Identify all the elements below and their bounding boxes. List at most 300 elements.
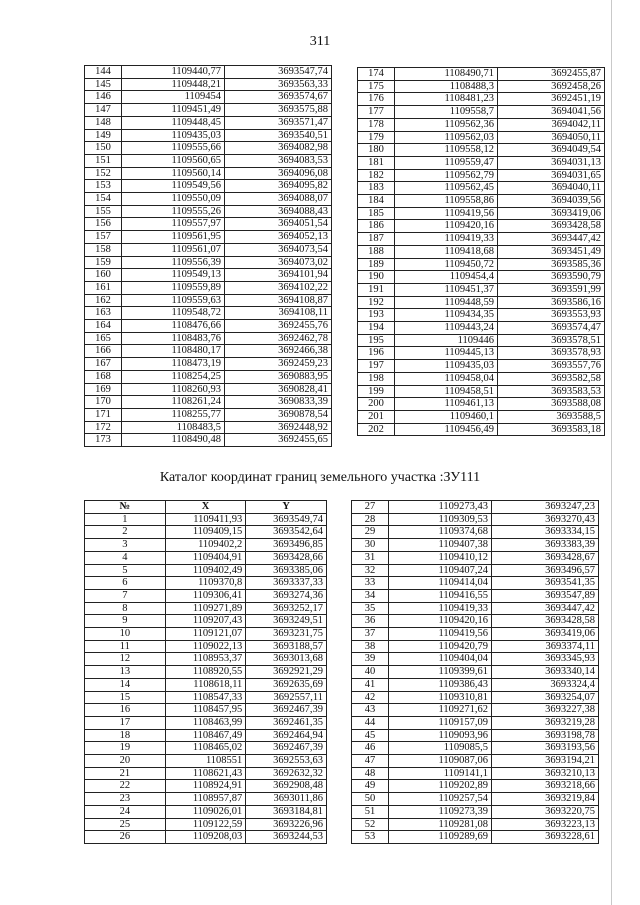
table-row bbox=[85, 805, 327, 818]
point-number-cell: 44 bbox=[352, 716, 389, 729]
table-row bbox=[358, 131, 605, 144]
point-number-cell: 17 bbox=[85, 716, 166, 729]
table-row bbox=[352, 501, 599, 514]
y-coordinate-cell: 3693219,84 bbox=[492, 793, 599, 806]
point-number-cell: 159 bbox=[85, 256, 122, 269]
y-coordinate-cell: 3693447,42 bbox=[498, 233, 605, 246]
point-number-cell: 49 bbox=[352, 780, 389, 793]
table-row bbox=[85, 193, 332, 206]
point-number-cell: 157 bbox=[85, 231, 122, 244]
x-coordinate-cell: 1109386,43 bbox=[389, 678, 492, 691]
table-row bbox=[85, 370, 332, 383]
table-row bbox=[358, 385, 605, 398]
point-number-cell: 145 bbox=[85, 78, 122, 91]
x-coordinate-cell: 1109458,51 bbox=[395, 385, 498, 398]
table-row bbox=[85, 551, 327, 564]
x-coordinate-cell: 1108618,11 bbox=[165, 678, 246, 691]
y-coordinate-cell: 3692635,69 bbox=[246, 678, 327, 691]
y-coordinate-cell: 3693557,76 bbox=[498, 360, 605, 373]
y-coordinate-cell: 3692455,87 bbox=[498, 68, 605, 81]
table-row bbox=[358, 220, 605, 233]
point-number-cell: 5 bbox=[85, 564, 166, 577]
x-coordinate-cell: 1109419,33 bbox=[389, 602, 492, 615]
x-coordinate-cell: 1109157,09 bbox=[389, 716, 492, 729]
x-coordinate-cell: 1108480,17 bbox=[122, 345, 225, 358]
x-coordinate-cell: 1109407,24 bbox=[389, 564, 492, 577]
y-coordinate-cell: 3694108,87 bbox=[225, 294, 332, 307]
y-coordinate-cell: 3693547,74 bbox=[225, 66, 332, 79]
point-number-cell: 2 bbox=[85, 526, 166, 539]
table-row bbox=[85, 434, 332, 447]
table-row bbox=[358, 144, 605, 157]
y-coordinate-cell: 3693583,53 bbox=[498, 385, 605, 398]
point-number-cell: 23 bbox=[85, 793, 166, 806]
y-coordinate-cell: 3693591,99 bbox=[498, 283, 605, 296]
table-row bbox=[85, 640, 327, 653]
point-number-cell: 47 bbox=[352, 755, 389, 768]
y-coordinate-cell: 3694051,54 bbox=[225, 218, 332, 231]
y-coordinate-cell: 3693254,07 bbox=[492, 691, 599, 704]
table-row bbox=[85, 678, 327, 691]
table-row bbox=[352, 742, 599, 755]
y-coordinate-cell: 3693218,66 bbox=[492, 780, 599, 793]
point-number-cell: 201 bbox=[358, 410, 395, 423]
table-row bbox=[352, 615, 599, 628]
x-coordinate-cell: 1109306,41 bbox=[165, 589, 246, 602]
x-coordinate-cell: 1109411,93 bbox=[165, 513, 246, 526]
table-row bbox=[85, 218, 332, 231]
point-number-cell: 22 bbox=[85, 780, 166, 793]
y-coordinate-cell: 3692462,78 bbox=[225, 332, 332, 345]
point-number-cell: 51 bbox=[352, 805, 389, 818]
point-number-cell: 11 bbox=[85, 640, 166, 653]
point-number-cell: 21 bbox=[85, 767, 166, 780]
point-number-cell: 170 bbox=[85, 396, 122, 409]
x-coordinate-cell: 1109402,2 bbox=[165, 539, 246, 552]
point-number-cell: 146 bbox=[85, 91, 122, 104]
y-coordinate-cell: 3693345,93 bbox=[492, 653, 599, 666]
x-coordinate-cell: 1109420,16 bbox=[389, 615, 492, 628]
x-coordinate-cell: 1109548,72 bbox=[122, 307, 225, 320]
y-coordinate-cell: 3693340,14 bbox=[492, 666, 599, 679]
y-coordinate-cell: 3693553,93 bbox=[498, 309, 605, 322]
point-number-cell: 164 bbox=[85, 320, 122, 333]
point-number-cell: 150 bbox=[85, 142, 122, 155]
x-coordinate-cell: 1108924,91 bbox=[165, 780, 246, 793]
table-header-row bbox=[85, 501, 327, 514]
point-number-cell: 27 bbox=[352, 501, 389, 514]
table-row bbox=[352, 564, 599, 577]
table-row bbox=[358, 322, 605, 335]
y-coordinate-cell: 3693447,42 bbox=[492, 602, 599, 615]
point-number-cell: 175 bbox=[358, 80, 395, 93]
x-coordinate-cell: 1109451,37 bbox=[395, 283, 498, 296]
point-number-cell: 169 bbox=[85, 383, 122, 396]
y-coordinate-cell: 3692467,39 bbox=[246, 704, 327, 717]
x-coordinate-cell: 1109281,08 bbox=[389, 818, 492, 831]
point-number-cell: 4 bbox=[85, 551, 166, 564]
point-number-cell: 180 bbox=[358, 144, 395, 157]
y-coordinate-cell: 3692455,65 bbox=[225, 434, 332, 447]
point-number-cell: 171 bbox=[85, 408, 122, 421]
y-coordinate-cell: 3693324,4 bbox=[492, 678, 599, 691]
x-coordinate-cell: 1109562,36 bbox=[395, 118, 498, 131]
table-row bbox=[358, 360, 605, 373]
y-coordinate-cell: 3693013,68 bbox=[246, 653, 327, 666]
catalog-title: Каталог координат границ земельного участка :ЗУ111 bbox=[159, 470, 481, 485]
table-row bbox=[358, 258, 605, 271]
x-coordinate-cell: 1109558,86 bbox=[395, 195, 498, 208]
table-row bbox=[352, 755, 599, 768]
y-coordinate-cell: 3693582,58 bbox=[498, 372, 605, 385]
x-coordinate-cell: 1108261,24 bbox=[122, 396, 225, 409]
x-coordinate-cell: 1109434,35 bbox=[395, 309, 498, 322]
x-coordinate-cell: 1108481,23 bbox=[395, 93, 498, 106]
table-row bbox=[85, 307, 332, 320]
x-coordinate-cell: 1109087,06 bbox=[389, 755, 492, 768]
x-coordinate-cell: 1109549,13 bbox=[122, 269, 225, 282]
table-row bbox=[85, 116, 332, 129]
x-coordinate-cell: 1108465,02 bbox=[165, 742, 246, 755]
point-number-cell: 155 bbox=[85, 205, 122, 218]
y-coordinate-cell: 3693193,56 bbox=[492, 742, 599, 755]
table-row bbox=[358, 118, 605, 131]
point-number-cell: 26 bbox=[85, 831, 166, 844]
x-coordinate-cell: 1109550,09 bbox=[122, 193, 225, 206]
x-coordinate-cell: 1109257,54 bbox=[389, 793, 492, 806]
y-coordinate-cell: 3693585,36 bbox=[498, 258, 605, 271]
y-coordinate-cell: 3694040,11 bbox=[498, 182, 605, 195]
x-coordinate-cell: 1109404,04 bbox=[389, 653, 492, 666]
x-coordinate-cell: 1109273,39 bbox=[389, 805, 492, 818]
x-coordinate-cell: 1109562,45 bbox=[395, 182, 498, 195]
x-coordinate-cell: 1108255,77 bbox=[122, 408, 225, 421]
y-coordinate-cell: 3693194,21 bbox=[492, 755, 599, 768]
y-coordinate-cell: 3692467,39 bbox=[246, 742, 327, 755]
point-number-cell: 176 bbox=[358, 93, 395, 106]
y-coordinate-cell: 3694108,11 bbox=[225, 307, 332, 320]
x-coordinate-cell: 1109561,95 bbox=[122, 231, 225, 244]
point-number-cell: 8 bbox=[85, 602, 166, 615]
table-row bbox=[85, 780, 327, 793]
table-row bbox=[85, 716, 327, 729]
y-coordinate-cell: 3693337,33 bbox=[246, 577, 327, 590]
x-coordinate-cell: 1109445,13 bbox=[395, 347, 498, 360]
table-row bbox=[85, 666, 327, 679]
point-number-cell: 9 bbox=[85, 615, 166, 628]
x-coordinate-cell: 1109026,01 bbox=[165, 805, 246, 818]
point-number-cell: 28 bbox=[352, 513, 389, 526]
point-number-cell: 179 bbox=[358, 131, 395, 144]
point-number-cell: 144 bbox=[85, 66, 122, 79]
x-coordinate-cell: 1109419,33 bbox=[395, 233, 498, 246]
table-row bbox=[85, 142, 332, 155]
table-row bbox=[85, 729, 327, 742]
point-number-cell: 190 bbox=[358, 271, 395, 284]
table-row bbox=[358, 245, 605, 258]
table-row bbox=[352, 577, 599, 590]
table-row bbox=[85, 513, 327, 526]
y-coordinate-cell: 3694102,22 bbox=[225, 281, 332, 294]
table-row bbox=[358, 93, 605, 106]
header-y: Y bbox=[246, 501, 327, 514]
x-coordinate-cell: 1109407,38 bbox=[389, 539, 492, 552]
point-number-cell: 200 bbox=[358, 398, 395, 411]
table-row bbox=[85, 615, 327, 628]
x-coordinate-cell: 1109419,56 bbox=[389, 628, 492, 641]
point-number-cell: 183 bbox=[358, 182, 395, 195]
point-number-cell: 154 bbox=[85, 193, 122, 206]
table-row bbox=[85, 320, 332, 333]
table-row bbox=[85, 589, 327, 602]
x-coordinate-cell: 1109454 bbox=[122, 91, 225, 104]
x-coordinate-cell: 1108473,19 bbox=[122, 358, 225, 371]
y-coordinate-cell: 3693575,88 bbox=[225, 104, 332, 117]
table-row bbox=[85, 383, 332, 396]
table-row bbox=[352, 767, 599, 780]
point-number-cell: 199 bbox=[358, 385, 395, 398]
x-coordinate-cell: 1109460,1 bbox=[395, 410, 498, 423]
x-coordinate-cell: 1109208,03 bbox=[165, 831, 246, 844]
y-coordinate-cell: 3690828,41 bbox=[225, 383, 332, 396]
y-coordinate-cell: 3694031,65 bbox=[498, 169, 605, 182]
page-number: 311 bbox=[309, 34, 331, 49]
x-coordinate-cell: 1109556,39 bbox=[122, 256, 225, 269]
y-coordinate-cell: 3694050,11 bbox=[498, 131, 605, 144]
x-coordinate-cell: 1109560,65 bbox=[122, 154, 225, 167]
table-row bbox=[85, 167, 332, 180]
y-coordinate-cell: 3693247,23 bbox=[492, 501, 599, 514]
table-row bbox=[358, 398, 605, 411]
x-coordinate-cell: 1109420,79 bbox=[389, 640, 492, 653]
point-number-cell: 177 bbox=[358, 106, 395, 119]
table-row bbox=[85, 269, 332, 282]
point-number-cell: 152 bbox=[85, 167, 122, 180]
y-coordinate-cell: 3693571,47 bbox=[225, 116, 332, 129]
point-number-cell: 50 bbox=[352, 793, 389, 806]
y-coordinate-cell: 3692455,76 bbox=[225, 320, 332, 333]
x-coordinate-cell: 1109458,04 bbox=[395, 372, 498, 385]
table-row bbox=[85, 104, 332, 117]
y-coordinate-cell: 3692921,29 bbox=[246, 666, 327, 679]
table-row bbox=[352, 678, 599, 691]
y-coordinate-cell: 3694073,02 bbox=[225, 256, 332, 269]
table-row bbox=[85, 243, 332, 256]
y-coordinate-cell: 3694096,08 bbox=[225, 167, 332, 180]
y-coordinate-cell: 3692557,11 bbox=[246, 691, 327, 704]
point-number-cell: 52 bbox=[352, 818, 389, 831]
point-number-cell: 19 bbox=[85, 742, 166, 755]
y-coordinate-cell: 3692461,35 bbox=[246, 716, 327, 729]
x-coordinate-cell: 1109374,68 bbox=[389, 526, 492, 539]
table-row bbox=[85, 358, 332, 371]
y-coordinate-cell: 3693588,5 bbox=[498, 410, 605, 423]
point-number-cell: 20 bbox=[85, 755, 166, 768]
table-row bbox=[352, 539, 599, 552]
table-row bbox=[85, 205, 332, 218]
x-coordinate-cell: 1109559,47 bbox=[395, 156, 498, 169]
table-row bbox=[358, 207, 605, 220]
point-number-cell: 33 bbox=[352, 577, 389, 590]
table-row bbox=[352, 551, 599, 564]
x-coordinate-cell: 1109420,16 bbox=[395, 220, 498, 233]
point-number-cell: 160 bbox=[85, 269, 122, 282]
x-coordinate-cell: 1108488,3 bbox=[395, 80, 498, 93]
point-number-cell: 192 bbox=[358, 296, 395, 309]
point-number-cell: 48 bbox=[352, 767, 389, 780]
y-coordinate-cell: 3694042,11 bbox=[498, 118, 605, 131]
point-number-cell: 194 bbox=[358, 322, 395, 335]
point-number-cell: 196 bbox=[358, 347, 395, 360]
table-row bbox=[352, 805, 599, 818]
y-coordinate-cell: 3693249,51 bbox=[246, 615, 327, 628]
x-coordinate-cell: 1108483,76 bbox=[122, 332, 225, 345]
x-coordinate-cell: 1109555,26 bbox=[122, 205, 225, 218]
x-coordinate-cell: 1109562,79 bbox=[395, 169, 498, 182]
x-coordinate-cell: 1109399,61 bbox=[389, 666, 492, 679]
x-coordinate-cell: 1109289,69 bbox=[389, 831, 492, 844]
table-row bbox=[85, 755, 327, 768]
x-coordinate-cell: 1109416,55 bbox=[389, 589, 492, 602]
point-number-cell: 168 bbox=[85, 370, 122, 383]
point-number-cell: 24 bbox=[85, 805, 166, 818]
point-number-cell: 7 bbox=[85, 589, 166, 602]
x-coordinate-cell: 1109370,8 bbox=[165, 577, 246, 590]
y-coordinate-cell: 3692459,23 bbox=[225, 358, 332, 371]
y-coordinate-cell: 3693428,58 bbox=[498, 220, 605, 233]
table-row bbox=[352, 729, 599, 742]
x-coordinate-cell: 1108957,87 bbox=[165, 793, 246, 806]
x-coordinate-cell: 1109461,13 bbox=[395, 398, 498, 411]
table-row bbox=[352, 653, 599, 666]
y-coordinate-cell: 3693547,89 bbox=[492, 589, 599, 602]
point-number-cell: 39 bbox=[352, 653, 389, 666]
table-row bbox=[85, 396, 332, 409]
y-coordinate-cell: 3693334,15 bbox=[492, 526, 599, 539]
y-coordinate-cell: 3693252,17 bbox=[246, 602, 327, 615]
table-row bbox=[352, 602, 599, 615]
table-row bbox=[85, 539, 327, 552]
point-number-cell: 163 bbox=[85, 307, 122, 320]
y-coordinate-cell: 3693540,51 bbox=[225, 129, 332, 142]
x-coordinate-cell: 1108490,71 bbox=[395, 68, 498, 81]
scan-edge-line bbox=[611, 0, 612, 905]
y-coordinate-cell: 3693496,57 bbox=[492, 564, 599, 577]
point-number-cell: 40 bbox=[352, 666, 389, 679]
x-coordinate-cell: 1109454,4 bbox=[395, 271, 498, 284]
x-coordinate-cell: 1109122,59 bbox=[165, 818, 246, 831]
table-row bbox=[352, 628, 599, 641]
y-coordinate-cell: 3692451,19 bbox=[498, 93, 605, 106]
y-coordinate-cell: 3693419,06 bbox=[492, 628, 599, 641]
point-number-cell: 185 bbox=[358, 207, 395, 220]
table-row bbox=[85, 408, 332, 421]
point-number-cell: 31 bbox=[352, 551, 389, 564]
point-number-cell: 197 bbox=[358, 360, 395, 373]
table-row bbox=[85, 818, 327, 831]
point-number-cell: 178 bbox=[358, 118, 395, 131]
point-number-cell: 15 bbox=[85, 691, 166, 704]
point-number-cell: 41 bbox=[352, 678, 389, 691]
x-coordinate-cell: 1109446 bbox=[395, 334, 498, 347]
y-coordinate-cell: 3694082,98 bbox=[225, 142, 332, 155]
x-coordinate-cell: 1109202,89 bbox=[389, 780, 492, 793]
x-coordinate-cell: 1108476,66 bbox=[122, 320, 225, 333]
x-coordinate-cell: 1109549,56 bbox=[122, 180, 225, 193]
x-coordinate-cell: 1109451,49 bbox=[122, 104, 225, 117]
table-row bbox=[85, 180, 332, 193]
y-coordinate-cell: 3693011,86 bbox=[246, 793, 327, 806]
table-row bbox=[85, 793, 327, 806]
y-coordinate-cell: 3690878,54 bbox=[225, 408, 332, 421]
table-row bbox=[352, 793, 599, 806]
point-number-cell: 46 bbox=[352, 742, 389, 755]
y-coordinate-cell: 3693184,81 bbox=[246, 805, 327, 818]
table-row bbox=[85, 691, 327, 704]
table-row bbox=[85, 653, 327, 666]
table-row bbox=[352, 780, 599, 793]
x-coordinate-cell: 1109022,13 bbox=[165, 640, 246, 653]
table-row bbox=[85, 345, 332, 358]
y-coordinate-cell: 3693574,67 bbox=[225, 91, 332, 104]
y-coordinate-cell: 3693496,85 bbox=[246, 539, 327, 552]
point-number-cell: 173 bbox=[85, 434, 122, 447]
x-coordinate-cell: 1109271,62 bbox=[389, 704, 492, 717]
point-number-cell: 12 bbox=[85, 653, 166, 666]
y-coordinate-cell: 3693210,13 bbox=[492, 767, 599, 780]
x-coordinate-cell: 1109271,89 bbox=[165, 602, 246, 615]
y-coordinate-cell: 3692553,63 bbox=[246, 755, 327, 768]
table-row bbox=[358, 195, 605, 208]
table-row bbox=[85, 602, 327, 615]
x-coordinate-cell: 1109310,81 bbox=[389, 691, 492, 704]
x-coordinate-cell: 1109409,15 bbox=[165, 526, 246, 539]
x-coordinate-cell: 1109558,12 bbox=[395, 144, 498, 157]
y-coordinate-cell: 3693428,67 bbox=[492, 551, 599, 564]
table-row bbox=[85, 577, 327, 590]
point-number-cell: 147 bbox=[85, 104, 122, 117]
y-coordinate-cell: 3693563,33 bbox=[225, 78, 332, 91]
y-coordinate-cell: 3693385,06 bbox=[246, 564, 327, 577]
y-coordinate-cell: 3693583,18 bbox=[498, 423, 605, 436]
y-coordinate-cell: 3694095,82 bbox=[225, 180, 332, 193]
x-coordinate-cell: 1109435,03 bbox=[395, 360, 498, 373]
y-coordinate-cell: 3693578,51 bbox=[498, 334, 605, 347]
x-coordinate-cell: 1108920,55 bbox=[165, 666, 246, 679]
table-row bbox=[358, 283, 605, 296]
point-number-cell: 10 bbox=[85, 628, 166, 641]
x-coordinate-cell: 1108463,99 bbox=[165, 716, 246, 729]
y-coordinate-cell: 3693578,93 bbox=[498, 347, 605, 360]
x-coordinate-cell: 1109404,91 bbox=[165, 551, 246, 564]
table-row bbox=[352, 716, 599, 729]
point-number-cell: 195 bbox=[358, 334, 395, 347]
x-coordinate-cell: 1108953,37 bbox=[165, 653, 246, 666]
table-row bbox=[85, 294, 332, 307]
y-coordinate-cell: 3693228,61 bbox=[492, 831, 599, 844]
y-coordinate-cell: 3692908,48 bbox=[246, 780, 327, 793]
table-row bbox=[85, 628, 327, 641]
x-coordinate-cell: 1109560,14 bbox=[122, 167, 225, 180]
coordinates-table-bottom-left bbox=[84, 500, 327, 844]
table-row bbox=[358, 296, 605, 309]
x-coordinate-cell: 1108467,49 bbox=[165, 729, 246, 742]
y-coordinate-cell: 3694031,13 bbox=[498, 156, 605, 169]
point-number-cell: 37 bbox=[352, 628, 389, 641]
x-coordinate-cell: 1109085,5 bbox=[389, 742, 492, 755]
x-coordinate-cell: 1109410,12 bbox=[389, 551, 492, 564]
point-number-cell: 187 bbox=[358, 233, 395, 246]
